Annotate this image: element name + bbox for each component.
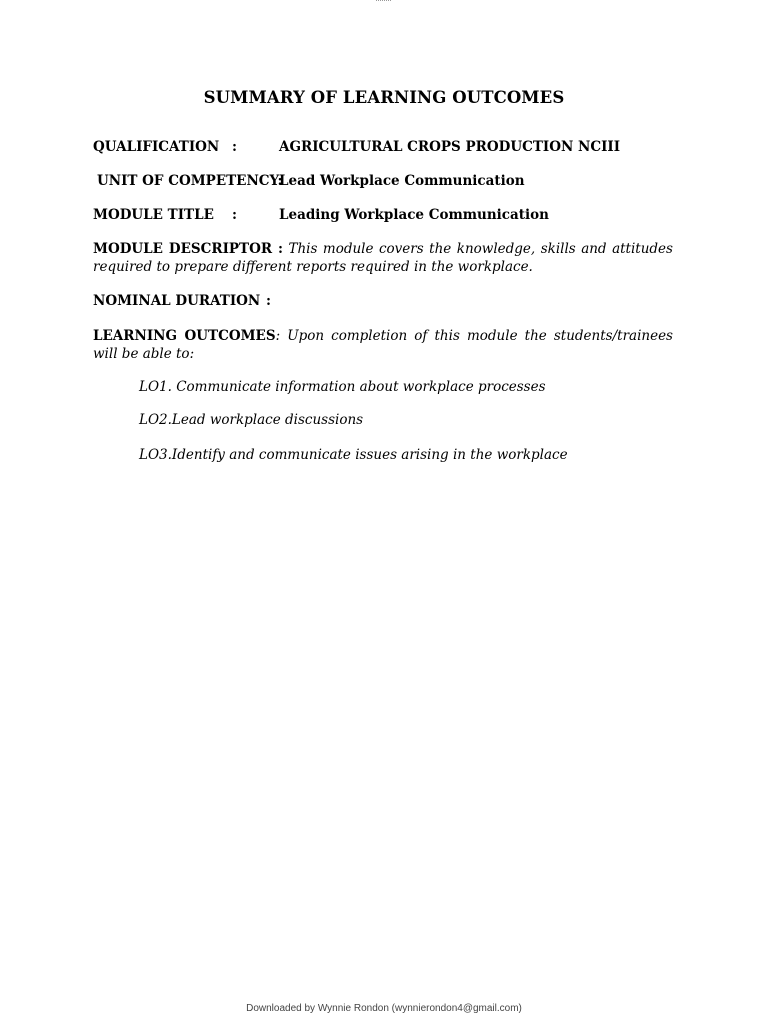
learning-outcomes [93, 327, 673, 363]
qualification-value: AGRICULTURAL CROPS PRODUCTION NCIII [279, 139, 621, 155]
learning-outcome-item: LO1. Communicate information about workplace processes [139, 379, 546, 395]
learning-outcome-item: LO3.Identify and communicate issues arising in the workplace [139, 447, 568, 463]
module-title-colon: : [232, 207, 237, 223]
nominal-duration-label: NOMINAL DURATION [93, 293, 261, 309]
qualification-colon: : [232, 139, 237, 155]
module-descriptor [93, 240, 673, 276]
top-page-mark [376, 0, 391, 2]
qualification-label: QUALIFICATION [93, 139, 220, 155]
download-footer: Downloaded by Wynnie Rondon (wynnierondon4@gmail.com) [246, 1003, 522, 1014]
page-title: SUMMARY OF LEARNING OUTCOMES [203, 88, 565, 107]
module-title-label: MODULE TITLE [93, 207, 214, 223]
nominal-duration-colon: : [266, 293, 271, 309]
unit-of-competency-label: UNIT OF COMPETENCY: [97, 173, 283, 189]
learning-outcome-item: LO2.Lead workplace discussions [139, 412, 364, 428]
module-descriptor-text: This module covers the knowledge, skills and attitudes required to prepare different reports required in the workplace. [93, 241, 673, 275]
module-title-value: Leading Workplace Communication [279, 207, 549, 223]
learning-outcomes-text: : Upon completion of this module the students/trainees will be able to: [93, 328, 673, 362]
learning-outcomes-label: LEARNING OUTCOMES [93, 328, 276, 344]
unit-of-competency-value: Lead Workplace Communication [279, 173, 525, 189]
module-descriptor-label: MODULE DESCRIPTOR : [93, 241, 283, 257]
